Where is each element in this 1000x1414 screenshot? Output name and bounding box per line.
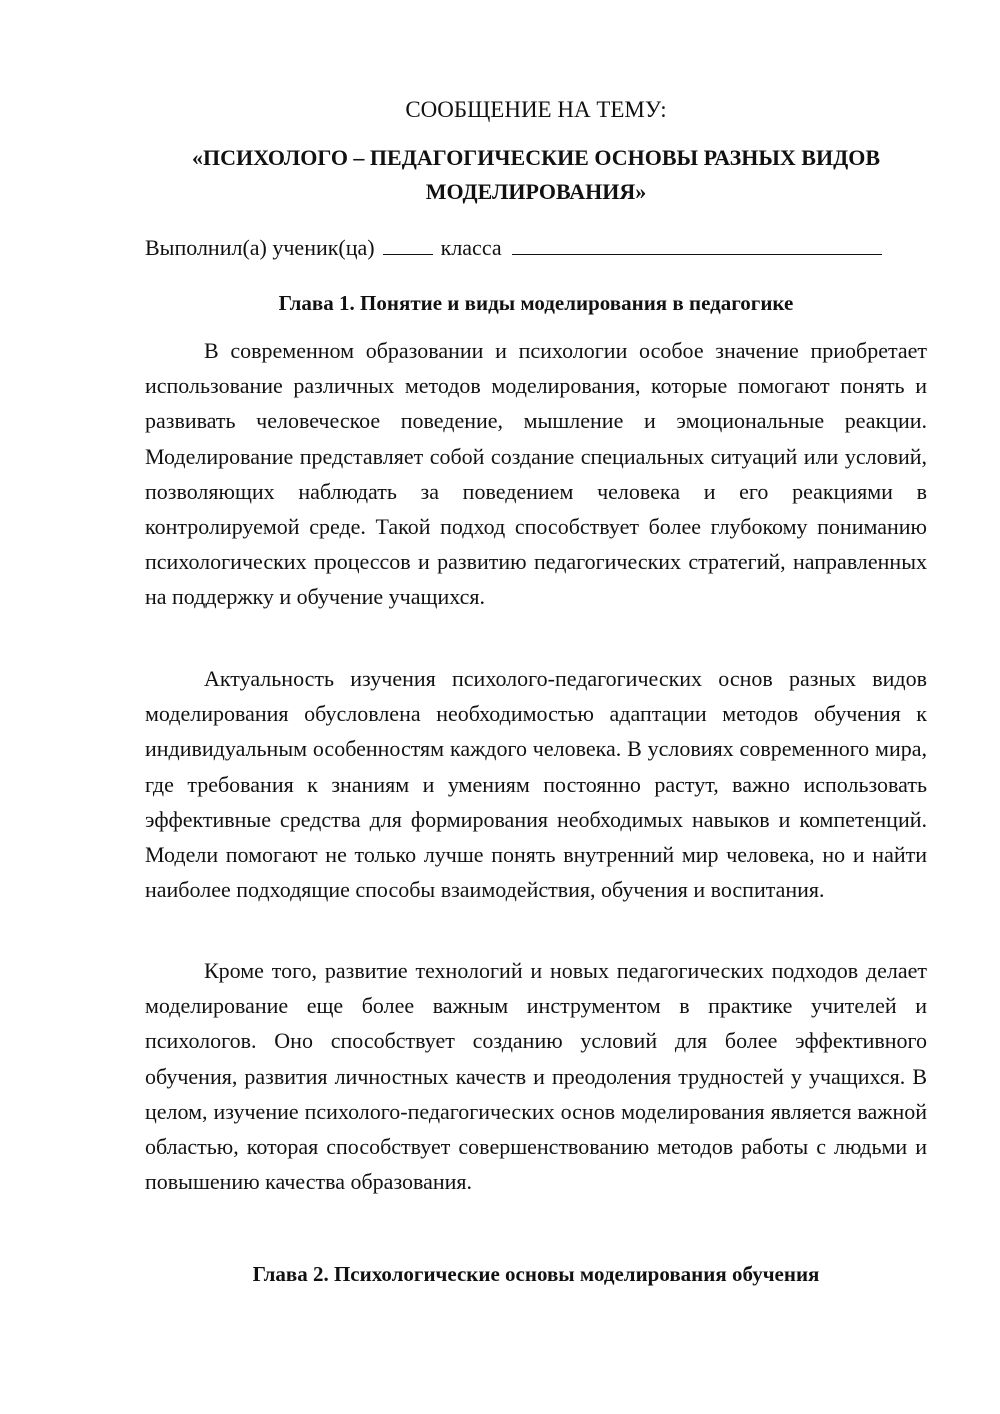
name-blank-field bbox=[512, 232, 882, 255]
topic-title-line-1: «ПСИХОЛОГО – ПЕДАГОГИЧЕСКИЕ ОСНОВЫ РАЗНЫХ ВИДОВ bbox=[191, 145, 881, 170]
class-label: класса bbox=[440, 235, 502, 260]
chapter-1-heading: Глава 1. Понятие и виды моделирования в педагогике bbox=[278, 291, 794, 315]
class-blank-field bbox=[383, 232, 433, 255]
message-title-label: СООБЩЕНИЕ НА ТЕМУ: bbox=[405, 97, 667, 122]
paragraph-3: Кроме того, развитие технологий и новых педагогических подходов делает моделирование еще более важным инструментом в практике учителей и психологов. Оно способствует созданию условий для более эффективного обучения, развития личностных качеств и преодоления трудностей у учащихся. В целом, изучение психолого-педагогических основ моделирования является важной областью, которая способствует совершенствованию методов работы с людьми и повышению качества образования. bbox=[145, 958, 927, 1195]
author-line bbox=[145, 232, 927, 263]
author-label: Выполнил(а) ученик(ца) bbox=[145, 235, 375, 260]
topic-title-line-2: МОДЕЛИРОВАНИЯ» bbox=[425, 179, 647, 204]
paragraph-2: Актуальность изучения психолого-педагогических основ разных видов моделирования обусловлена необходимостью адаптации методов обучения к индивидуальным особенностям каждого человека. В условиях современного мира, где требования к знаниям и умениям постоянно растут, важно использовать эффективные средства для формирования необходимых навыков и компетенций. Модели помогают не только лучше понять внутренний мир человека, но и найти наиболее подходящие способы взаимодействия, обучения и воспитания. bbox=[145, 666, 927, 903]
chapter-2-heading: Глава 2. Психологические основы моделирования обучения bbox=[252, 1262, 820, 1286]
paragraph-1: В современном образовании и психологии особое значение приобретает использование различных методов моделирования, которые помогают понять и развивать человеческое поведение, мышление и эмоциональные реакции. Моделирование представляет собой создание специальных ситуаций или условий, позволяющих наблюдать за поведением человека и его реакциями в контролируемой среде. Такой подход способствует более глубокому пониманию психологических процессов и развитию педагогических стратегий, направленных на поддержку и обучение учащихся. bbox=[145, 338, 927, 610]
